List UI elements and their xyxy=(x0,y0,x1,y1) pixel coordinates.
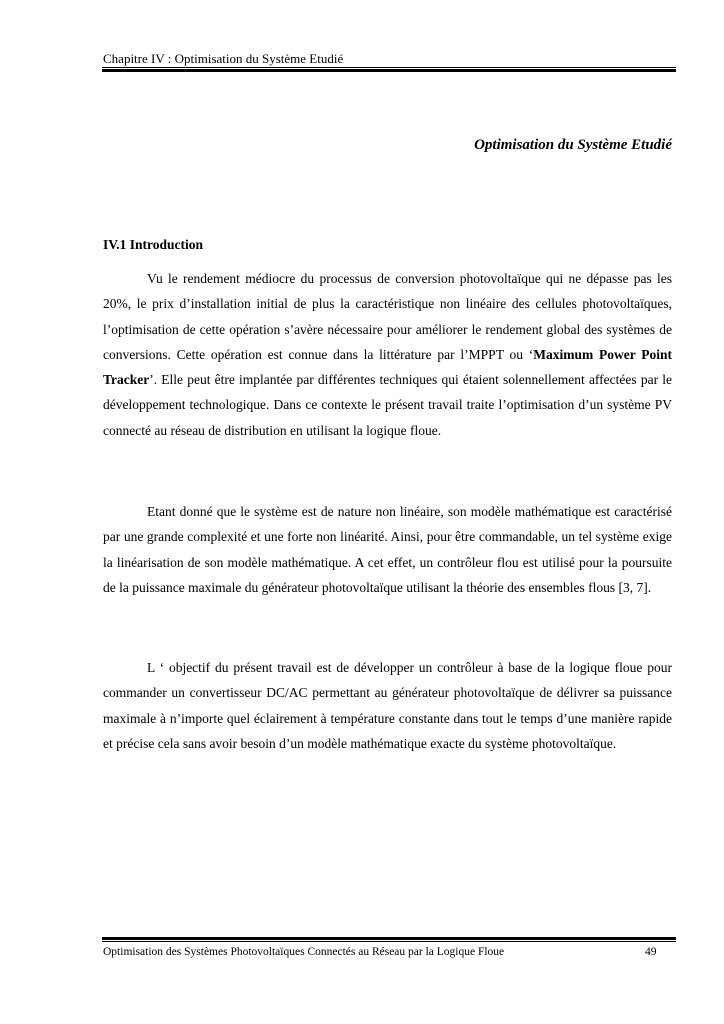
paragraph-3 xyxy=(103,655,672,756)
running-header: Chapitre IV : Optimisation du Système Etudié xyxy=(103,51,344,66)
chapter-title: Optimisation du Système Etudié xyxy=(474,137,672,153)
paragraph-1 xyxy=(103,266,672,443)
paragraph-2 xyxy=(103,499,672,600)
section-heading: IV.1 Introduction xyxy=(103,237,204,252)
paragraph-2-text: Etant donné que le système est de nature non linéaire, son modèle mathématique est caractérisé par une grande complexité et une forte non linéarité. Ainsi, pour être commandable, un tel système exige la linéarisation de son modèle mathématique. A cet effet, un contrôleur flou est utilisé pour la poursuite de la puissance maximale du générateur photovoltaïque utilisant la théorie des ensembles flous [3, 7]. xyxy=(103,504,672,595)
running-footer: Optimisation des Systèmes Photovoltaïques Connectés au Réseau par la Logique Floue xyxy=(103,946,505,958)
paragraph-1-text-start: Vu le rendement médiocre du processus de conversion photovoltaïque qui ne dépasse pas les 20%, le prix d’installation initial de plus la caractéristique non linéaire des cellules photovoltaïques, l’optimisation de cette opération s’avère nécessaire pour améliorer le rendement global des systèmes de conversions. Cette opération est connue dans la littérature par l’MPPT ou ‘ xyxy=(103,271,672,362)
header-rule-thin xyxy=(102,67,676,68)
page-number: 49 xyxy=(645,946,657,958)
paragraph-3-text: L ‘ objectif du présent travail est de développer un contrôleur à base de la logique floue pour commander un convertisseur DC/AC permettant au générateur photovoltaïque de délivrer sa puissance maximale à n’importe quel éclairement à température constante dans tout le temps d’une manière rapide et précise cela sans avoir besoin d’un modèle mathématique exacte du système photovoltaïque. xyxy=(103,660,672,751)
paragraph-1-text-end: ’. Elle peut être implantée par différentes techniques qui étaient solennellement affectées par le développement technologique. Dans ce contexte le présent travail traite l’optimisation d’un système PV connecté au réseau de distribution en utilisant la logique floue. xyxy=(103,372,672,438)
paragraph-1-bold-term: Maximum Power Point Tracker xyxy=(103,346,672,388)
header-rule-thick xyxy=(102,69,676,72)
footer-rule-thick xyxy=(102,937,676,940)
footer-rule-thin xyxy=(102,941,676,942)
